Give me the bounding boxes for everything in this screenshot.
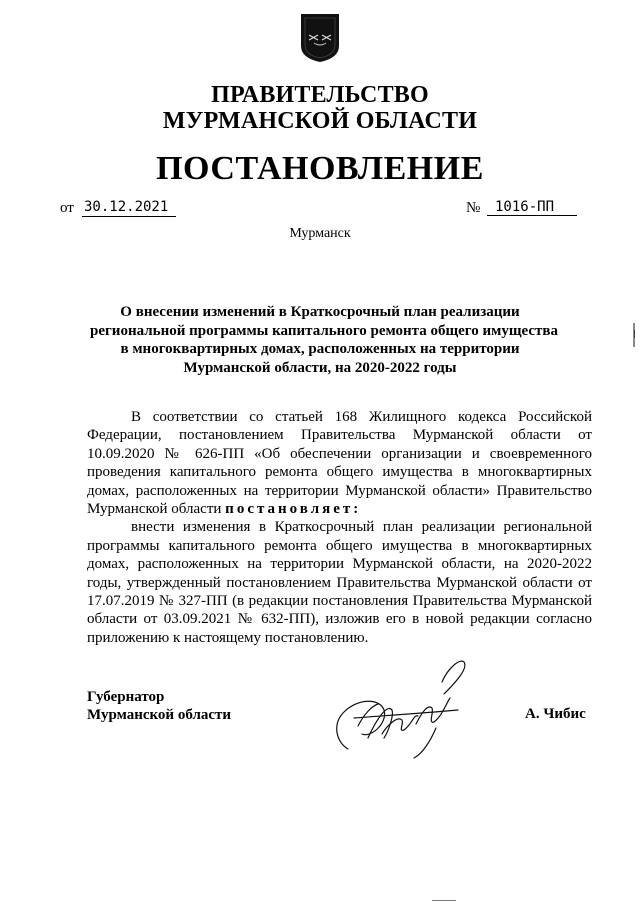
document-date: 30.12.2021 [82, 198, 176, 217]
document-title [90, 303, 558, 377]
handwritten-signature [318, 654, 478, 766]
body-text: Мурманской области [87, 501, 222, 518]
title-line: О внесении изменений в Краткосрочный план реализации [120, 304, 520, 320]
body-line: домах, расположенных на территории Мурманской области» Правительство [87, 482, 592, 499]
position-line: Губернатор [87, 689, 165, 705]
document-body [87, 408, 592, 647]
scan-edge-mark [432, 900, 456, 901]
title-line: в многоквартирных домах, расположенных на территории [120, 341, 520, 357]
org-name-line2: МУРМАНСКОЙ ОБЛАСТИ [162, 108, 478, 134]
body-line: области от 03.09.2021 № 632-ПП), изложив его в новой редакции согласно [87, 611, 592, 628]
body-line: 17.07.2019 № 327-ПП (в редакции постановления Правительства Мурманской [87, 593, 592, 610]
body-line: программы капитального ремонта общего имущества в многоквартирных [87, 537, 592, 554]
date-label: от [60, 200, 74, 216]
body-line: 10.09.2020 № 626-ПП «Об обеспечении организации и своевременного [87, 445, 592, 462]
coat-of-arms-icon [299, 12, 341, 64]
signatory-position [87, 688, 231, 724]
signatory-name: А. Чибис [525, 706, 586, 722]
title-line: региональной программы капитального ремонта общего имущества [90, 322, 558, 339]
decree-word: постановляет: [225, 501, 362, 518]
body-line: годы, утвержденный постановлением Правительства Мурманской области от [87, 574, 592, 591]
body-line: В соответствии со статьей 168 Жилищного кодекса Российской [131, 409, 592, 425]
document-type: ПОСТАНОВЛЕНИЕ [156, 150, 484, 187]
scan-edge-mark [634, 330, 635, 338]
number-label: № [466, 200, 481, 216]
position-line: Мурманской области [87, 707, 232, 723]
city: Мурманск [289, 226, 351, 241]
document-number: 1016-ПП [487, 198, 577, 216]
body-line-decree [87, 500, 592, 518]
body-line: внести изменения в Краткосрочный план реализации региональной [131, 519, 592, 536]
body-line: домах, расположенных на территории Мурманской области, на 2020-2022 [87, 556, 592, 573]
body-line: Федерации, постановлением Правительства Мурманской области от [87, 427, 592, 444]
body-line: проведения капитального ремонта общего имущества в многоквартирных [87, 464, 592, 481]
title-line: Мурманской области, на 2020-2022 годы [183, 359, 457, 376]
org-name-line1: ПРАВИТЕЛЬСТВО [211, 82, 429, 108]
body-line: приложению к настоящему постановлению. [87, 629, 369, 646]
